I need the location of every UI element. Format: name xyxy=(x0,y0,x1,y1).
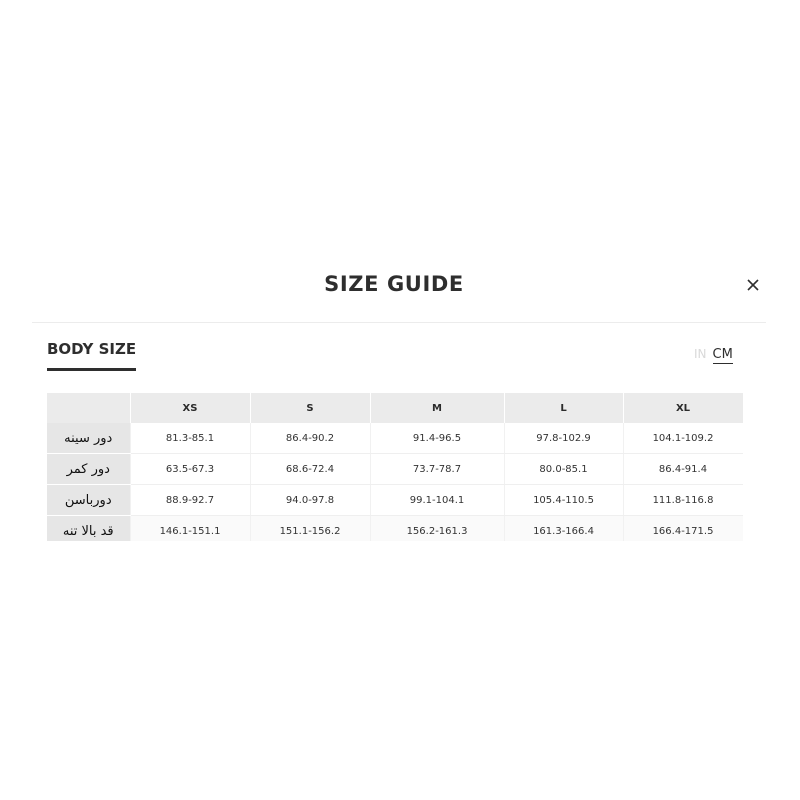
close-button[interactable] xyxy=(742,274,764,296)
unit-in-option[interactable]: IN xyxy=(694,347,707,361)
table-cell: 97.8-102.9 xyxy=(504,423,623,454)
table-cell: 68.6-72.4 xyxy=(250,454,370,485)
column-header: XS xyxy=(130,393,250,423)
unit-toggle xyxy=(694,347,733,364)
column-header: M xyxy=(370,393,504,423)
table-cell: 81.3-85.1 xyxy=(130,423,250,454)
size-table xyxy=(47,393,743,541)
column-header: L xyxy=(504,393,623,423)
table-cell: 105.4-110.5 xyxy=(504,485,623,516)
close-icon xyxy=(742,274,764,296)
table-cell: 63.5-67.3 xyxy=(130,454,250,485)
modal-title: SIZE GUIDE xyxy=(324,272,464,296)
table-header-row xyxy=(47,393,743,423)
tab-body-size[interactable]: BODY SIZE xyxy=(47,340,136,371)
table-cell: 80.0-85.1 xyxy=(504,454,623,485)
table-cell: 99.1-104.1 xyxy=(370,485,504,516)
column-header: S xyxy=(250,393,370,423)
table-corner-cell xyxy=(47,393,130,423)
table-cell: 146.1-151.1 xyxy=(130,516,250,542)
table-cell: 111.8-116.8 xyxy=(623,485,743,516)
table-cell: 104.1-109.2 xyxy=(623,423,743,454)
row-label: دورباسن xyxy=(47,485,130,516)
table-row xyxy=(47,454,743,485)
row-label: قد بالا تنه xyxy=(47,516,130,542)
header-divider xyxy=(32,322,766,323)
row-label: دور کمر xyxy=(47,454,130,485)
table-cell: 73.7-78.7 xyxy=(370,454,504,485)
row-label: دور سینه xyxy=(47,423,130,454)
table-row xyxy=(47,423,743,454)
table-cell: 156.2-161.3 xyxy=(370,516,504,542)
table-cell: 94.0-97.8 xyxy=(250,485,370,516)
table-cell: 88.9-92.7 xyxy=(130,485,250,516)
table-row xyxy=(47,485,743,516)
table-cell: 86.4-91.4 xyxy=(623,454,743,485)
table-row xyxy=(47,516,743,542)
size-table-container xyxy=(47,393,743,541)
table-cell: 86.4-90.2 xyxy=(250,423,370,454)
table-cell: 166.4-171.5 xyxy=(623,516,743,542)
table-cell: 161.3-166.4 xyxy=(504,516,623,542)
unit-cm-option[interactable]: CM xyxy=(712,347,733,362)
column-header: XL xyxy=(623,393,743,423)
table-cell: 91.4-96.5 xyxy=(370,423,504,454)
table-cell: 151.1-156.2 xyxy=(250,516,370,542)
